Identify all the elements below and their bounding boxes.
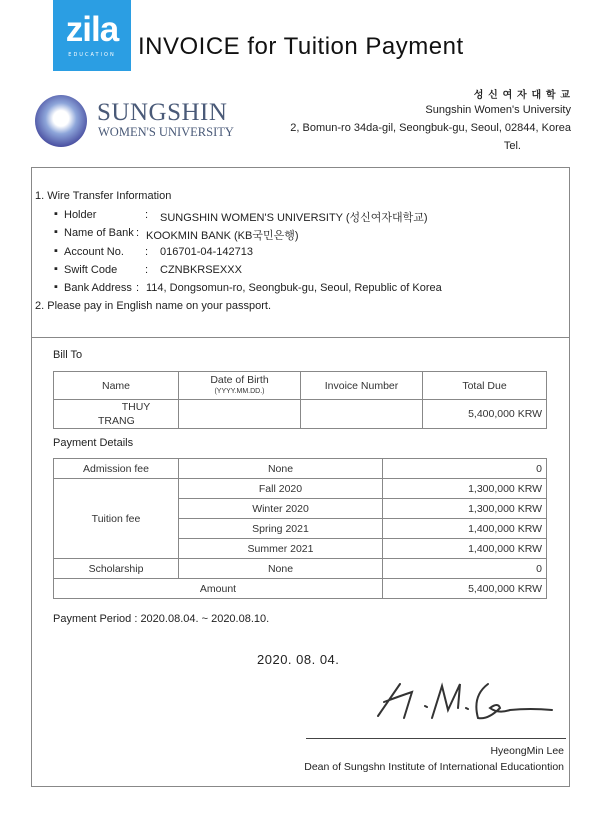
name-line2: TRANG: [98, 415, 135, 427]
bill-dob: [179, 400, 301, 429]
logo-text: zila: [65, 10, 119, 49]
payment-period-value: 2020.08.04. ~ 2020.08.10.: [140, 613, 270, 625]
passport-note: 2. Please pay in English name on your passport.: [35, 300, 272, 312]
bill-name: [54, 400, 179, 429]
tuition-label: Tuition fee: [54, 479, 179, 559]
tuition-amount: 1,300,000 KRW: [383, 479, 547, 499]
signatory-name: HyeongMin Lee: [490, 745, 564, 757]
bullet-icon: ▪: [54, 226, 58, 239]
separator: :: [145, 263, 149, 276]
tuition-term: Fall 2020: [179, 479, 383, 499]
tuition-term: Summer 2021: [179, 539, 383, 559]
dob-label: Date of Birth: [210, 373, 269, 386]
scholarship-desc: None: [179, 559, 383, 579]
scholarship-amount: 0: [383, 559, 547, 579]
tuition-term: Spring 2021: [179, 519, 383, 539]
wire-label: Swift Code: [64, 263, 118, 276]
payment-details-table: [53, 458, 547, 599]
wire-value: SUNGSHIN WOMEN'S UNIVERSITY (성신여자대학교): [160, 212, 428, 224]
amount-total: 5,400,000 KRW: [383, 579, 547, 599]
amount-label: Amount: [54, 579, 383, 599]
bill-invoice: [301, 400, 423, 429]
separator: :: [136, 282, 140, 295]
dob-format: (YYYY.MM.DD.): [214, 387, 265, 395]
wire-label: Account No.: [64, 245, 124, 258]
university-address: 2, Bomun-ro 34da-gil, Seongbuk-gu, Seoul, 02844, Korea: [290, 122, 571, 134]
university-name-korean: 성 신 여 자 대 학 교: [473, 90, 571, 101]
separator: :: [136, 227, 140, 240]
table-row: [54, 479, 547, 499]
bullet-icon: ▪: [54, 244, 58, 257]
logo-line2: WOMEN'S UNIVERSITY: [98, 125, 234, 139]
bullet-icon: ▪: [54, 262, 58, 275]
page-title: INVOICE for Tuition Payment: [138, 33, 464, 60]
wire-transfer-heading: 1. Wire Transfer Information: [35, 190, 172, 202]
admission-desc: None: [179, 459, 383, 479]
invoice-date: 2020. 08. 04.: [257, 652, 340, 667]
payment-period-label: Payment Period :: [53, 613, 138, 625]
university-tel: Tel.: [503, 140, 521, 152]
bullet-icon: ▪: [54, 281, 58, 294]
logo-line1: SUNGSHIN: [97, 99, 228, 126]
table-row: [54, 459, 547, 479]
scholarship-label: Scholarship: [54, 559, 179, 579]
wire-label: Name of Bank: [64, 227, 134, 240]
table-row: [54, 559, 547, 579]
signature: [370, 678, 560, 728]
bullet-icon: ▪: [54, 208, 58, 220]
wire-value: CZNBKRSEXXX: [160, 263, 242, 276]
wire-label: Bank Address: [64, 282, 132, 295]
header-name: Name: [54, 372, 179, 400]
wire-value: 114, Dongsomun-ro, Seongbuk-gu, Seoul, Republic of Korea: [146, 282, 442, 295]
admission-amount: 0: [383, 459, 547, 479]
divider: [31, 337, 569, 338]
tuition-amount: 1,300,000 KRW: [383, 499, 547, 519]
header-invoice: Invoice Number: [301, 372, 423, 400]
tuition-amount: 1,400,000 KRW: [383, 539, 547, 559]
university-logo: [35, 95, 235, 147]
logo-subtext: EDUCATION: [68, 52, 116, 58]
table-row: [54, 579, 547, 599]
wire-label: Holder: [64, 209, 97, 221]
zila-logo: [53, 0, 131, 71]
bill-to-table: [53, 371, 547, 429]
bill-total: 5,400,000 KRW: [423, 400, 547, 429]
university-name-english: Sungshin Women's University: [425, 104, 571, 116]
wire-value: 016701-04-142713: [160, 245, 253, 258]
wire-value: KOOKMIN BANK (KB국민은행): [146, 230, 299, 243]
bill-to-heading: Bill To: [53, 349, 83, 361]
tuition-term: Winter 2020: [179, 499, 383, 519]
separator: :: [145, 209, 149, 221]
payment-details-heading: Payment Details: [53, 437, 134, 449]
payment-period: [53, 613, 269, 625]
university-emblem-icon: [35, 95, 87, 147]
header-total: Total Due: [423, 372, 547, 400]
signature-line: [306, 738, 566, 739]
admission-label: Admission fee: [54, 459, 179, 479]
separator: :: [145, 245, 149, 258]
name-line1: THUY: [121, 401, 151, 413]
tuition-amount: 1,400,000 KRW: [383, 519, 547, 539]
header-dob: [179, 372, 301, 400]
signatory-title: Dean of Sungshn Institute of International Educationtion: [304, 761, 564, 773]
